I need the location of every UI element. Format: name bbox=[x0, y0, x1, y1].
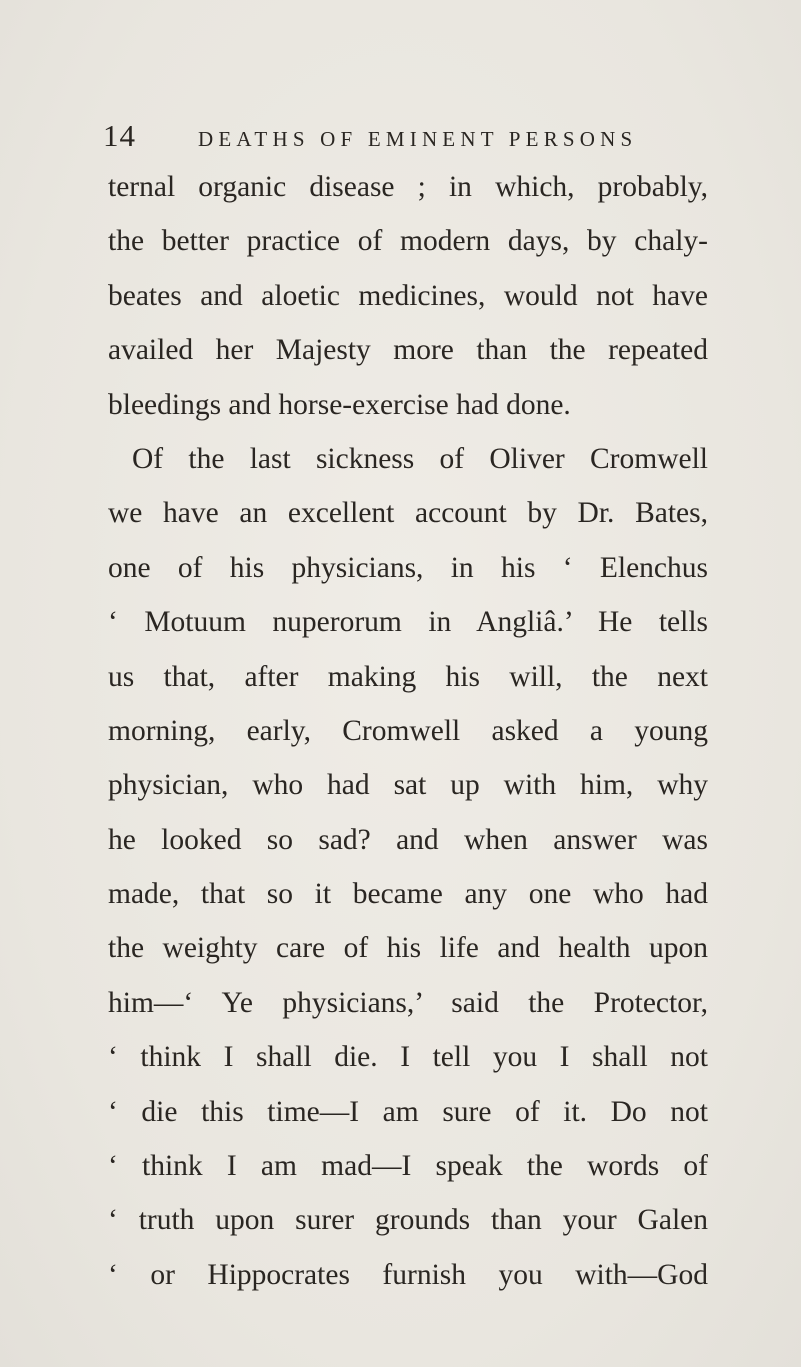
text-line: bleedings and horse-exercise had done. bbox=[108, 388, 571, 421]
text-line: him—‘ Ye physicians,’ said the Protector, bbox=[108, 986, 708, 1019]
text-line: we have an excellent account by Dr. Bates, bbox=[108, 497, 708, 530]
running-head bbox=[103, 118, 723, 158]
text-line: Of the last sickness of Oliver Cromwell bbox=[132, 442, 708, 475]
text-line: morning, early, Cromwell asked a young bbox=[108, 714, 708, 747]
text-line: ‘ or Hippocrates furnish you with—God bbox=[108, 1258, 708, 1291]
page-number: 14 bbox=[103, 118, 136, 153]
text-line: the better practice of modern days, by chaly- bbox=[108, 225, 708, 258]
text-line: he looked so sad? and when answer was bbox=[108, 823, 708, 856]
text-line: ‘ Motuum nuperorum in Angliâ.’ He tells bbox=[108, 606, 708, 639]
text-line: us that, after making his will, the next bbox=[108, 660, 708, 693]
text-line: ternal organic disease ; in which, probably, bbox=[108, 171, 708, 203]
text-line: ‘ think I shall die. I tell you I shall not bbox=[108, 1041, 708, 1074]
text-line: ‘ truth upon surer grounds than your Galen bbox=[108, 1204, 708, 1237]
body-text bbox=[108, 160, 708, 1302]
text-line: beates and aloetic medicines, would not have bbox=[108, 279, 708, 312]
text-line: made, that so it became any one who had bbox=[108, 878, 708, 911]
text-line: physician, who had sat up with him, why bbox=[108, 769, 708, 802]
text-line: the weighty care of his life and health upon bbox=[108, 932, 708, 965]
running-title: DEATHS OF EMINENT PERSONS bbox=[198, 127, 638, 151]
text-line: ‘ die this time—I am sure of it. Do not bbox=[108, 1095, 708, 1128]
text-line: availed her Majesty more than the repeated bbox=[108, 334, 708, 367]
text-line: ‘ think I am mad—I speak the words of bbox=[108, 1150, 708, 1183]
text-line: one of his physicians, in his ‘ Elenchus bbox=[108, 551, 708, 584]
